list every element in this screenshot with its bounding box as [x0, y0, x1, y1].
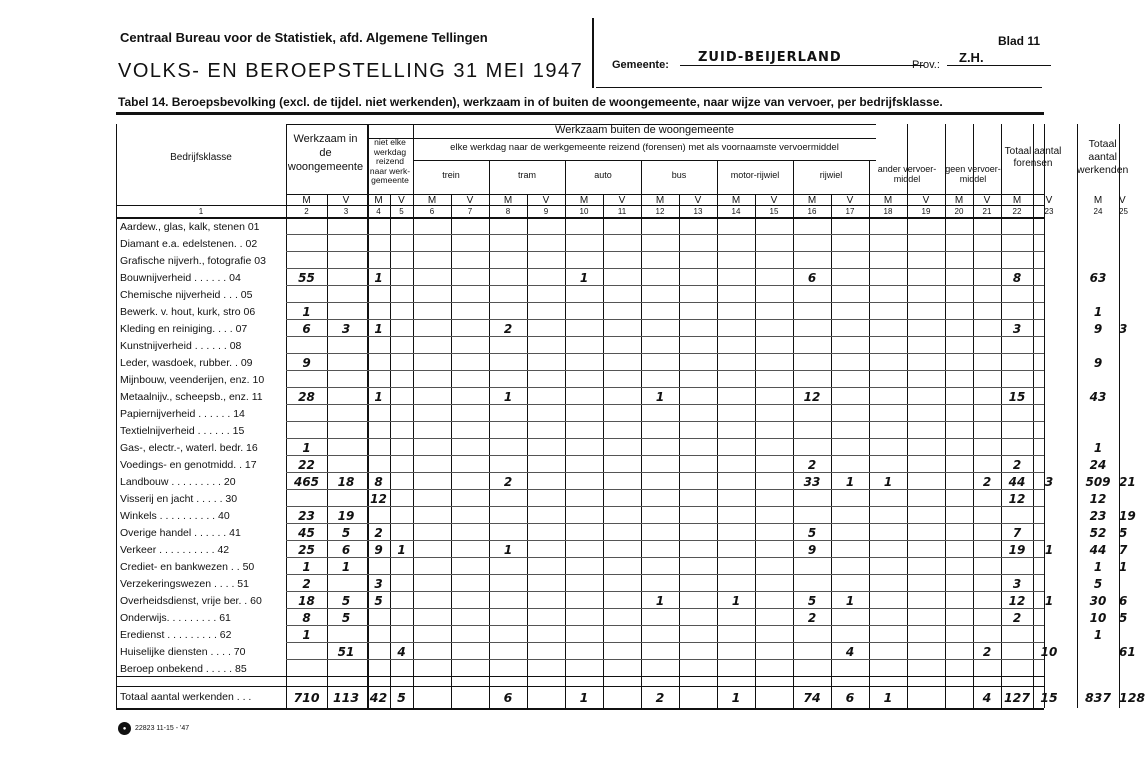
row-label: Gas-, electr.-, waterl. bedr. 16	[120, 442, 258, 454]
handwritten-value: 6	[341, 543, 351, 557]
col-header-elke-werkdag: elke werkdag naar de werkgemeente reizend (forensen) met als voornaamste vervoermiddel	[450, 142, 839, 153]
handwritten-value: 5	[1119, 611, 1128, 625]
total-top-rule	[116, 686, 1044, 687]
total-handwritten-value: 113	[332, 690, 360, 705]
row-rule	[286, 404, 1044, 405]
col-header-totaal-werkenden: Totaal aantal werkenden	[1077, 138, 1129, 176]
total-handwritten-value: 4	[982, 690, 992, 705]
row-label: Mijnbouw, veenderijen, enz. 10	[120, 374, 265, 386]
mode-header-4: motor-rijwiel	[730, 170, 780, 180]
handwritten-value: 12	[803, 390, 821, 404]
handwritten-value: 23	[298, 509, 315, 523]
handwritten-value: 1	[579, 271, 589, 285]
handwritten-value: 2	[1012, 611, 1022, 625]
handwritten-value: 18	[298, 594, 315, 608]
handwritten-value: 9	[374, 543, 383, 557]
handwritten-value: 1	[503, 543, 513, 557]
handwritten-value: 22	[298, 458, 315, 472]
col-header-niet-elke: niet elke werkdag reizend naar werk-gemeente	[369, 137, 411, 185]
row-label: Papiernijverheid . . . . . . 14	[120, 408, 245, 420]
mv-vline	[1119, 194, 1120, 708]
handwritten-value: 7	[1012, 526, 1022, 540]
handwritten-value: 9	[302, 356, 311, 370]
col-number: 10	[579, 207, 589, 216]
col-number: 3	[343, 207, 349, 216]
total-handwritten-value: 74	[803, 690, 821, 705]
handwritten-value: 1	[1119, 560, 1128, 574]
handwritten-value: 19	[337, 509, 355, 523]
mode-header-6: ander vervoer-middel	[877, 164, 937, 184]
print-footer	[118, 722, 189, 735]
row-rule	[286, 574, 1044, 575]
province-label: Prov.:	[912, 59, 940, 71]
handwritten-value: 1	[845, 475, 855, 489]
total-handwritten-value: 15	[1040, 690, 1058, 705]
handwritten-value: 44	[1008, 475, 1026, 489]
grid-vline	[755, 194, 756, 708]
handwritten-value: 52	[1089, 526, 1107, 540]
col-number: 13	[693, 207, 703, 216]
grid-vline	[527, 194, 528, 708]
col-number: 8	[505, 207, 511, 216]
handwritten-value: 1	[655, 594, 665, 608]
handwritten-value: 6	[807, 271, 817, 285]
mv-letter: M	[374, 195, 383, 206]
total-handwritten-value: 6	[845, 690, 855, 705]
mv-letter: M	[302, 195, 311, 206]
col-header-bedrijfsklasse: Bedrijfsklasse	[170, 152, 232, 163]
mode-header-0: trein	[442, 170, 460, 180]
handwritten-value: 18	[337, 475, 355, 489]
row-label: Verzekeringswezen . . . . 51	[120, 578, 249, 590]
handwritten-value: 3	[1119, 322, 1128, 336]
row-rule	[286, 268, 1044, 269]
row-rule	[286, 251, 1044, 252]
handwritten-value: 33	[803, 475, 821, 489]
mv-letter: V	[846, 195, 854, 206]
handwritten-value: 2	[1012, 458, 1022, 472]
row-rule	[286, 438, 1044, 439]
mv-letter: V	[342, 195, 350, 206]
gemeente-label: Gemeente:	[612, 59, 669, 71]
col-header-buiten: Werkzaam buiten de woongemeente	[555, 124, 734, 136]
row-label: Visserij en jacht . . . . . 30	[120, 493, 238, 505]
row-label: Diamant e.a. edelstenen. . 02	[120, 238, 258, 250]
buiten-header-rule	[367, 138, 876, 139]
row-rule	[286, 608, 1044, 609]
row-label: Overige handel . . . . . . 41	[120, 527, 241, 539]
handwritten-value: 1	[302, 560, 311, 574]
census-table	[116, 124, 1145, 714]
row-label: Textielnijverheid . . . . . . 15	[120, 425, 245, 437]
col-number: 25	[1119, 207, 1128, 216]
handwritten-value: 8	[374, 475, 383, 489]
handwritten-value: 1	[341, 560, 351, 574]
handwritten-value: 9	[1093, 356, 1103, 370]
col-number: 4	[376, 207, 381, 216]
handwritten-value: 24	[1089, 458, 1107, 472]
col-number: 1	[198, 207, 204, 216]
row-rule	[286, 659, 1044, 660]
row-rule	[286, 387, 1044, 388]
handwritten-value: 1	[731, 594, 741, 608]
body-bottom-rule	[116, 676, 1044, 677]
handwritten-value: 509	[1085, 475, 1111, 489]
col-header-werkzaam-in: Werkzaam in de woongemeente	[287, 133, 364, 173]
handwritten-value: 2	[302, 577, 311, 591]
province-value: Z.H.	[947, 50, 1051, 66]
row-rule	[286, 302, 1044, 303]
row-rule	[286, 506, 1044, 507]
handwritten-value: 28	[298, 390, 315, 404]
total-handwritten-value: 5	[397, 690, 406, 705]
col-number: 16	[807, 207, 817, 216]
row-label: Huiselijke diensten . . . . 70	[120, 646, 246, 658]
total-handwritten-value: 128	[1119, 690, 1145, 705]
caption-rule	[116, 112, 1044, 115]
grid-vline	[603, 194, 604, 708]
handwritten-value: 2	[982, 475, 992, 489]
handwritten-value: 6	[1119, 594, 1128, 608]
handwritten-value: 2	[374, 526, 383, 540]
form-title: VOLKS- EN BEROEPSTELLING 31 MEI 1947	[118, 60, 584, 82]
handwritten-value: 465	[293, 475, 320, 489]
mv-letter: M	[1093, 195, 1103, 206]
mode-header-rule	[413, 160, 876, 161]
col-number: 18	[883, 207, 893, 216]
handwritten-value: 1	[1093, 305, 1103, 319]
row-rule	[286, 353, 1044, 354]
col-number: 24	[1093, 207, 1103, 216]
col-number: 17	[845, 207, 855, 216]
row-label: Bewerk. v. hout, kurk, stro 06	[120, 306, 256, 318]
row-rule	[286, 557, 1044, 558]
handwritten-value: 1	[374, 390, 383, 404]
total-handwritten-value: 127	[1003, 690, 1031, 705]
handwritten-value: 3	[1012, 322, 1022, 336]
mv-letter: M	[807, 195, 817, 206]
mv-vline	[327, 194, 328, 708]
table-caption: Tabel 14. Beroepsbevolking (excl. de tijdel. niet werkenden), werkzaam in of buiten de woongemeente, naar wijze van vervoer, per bedrijfsklasse.	[118, 95, 943, 109]
handwritten-value: 30	[1089, 594, 1107, 608]
handwritten-value: 1	[374, 271, 383, 285]
row-rule	[286, 625, 1044, 626]
mode-header-5: rijwiel	[819, 170, 843, 180]
handwritten-value: 5	[341, 611, 351, 625]
handwritten-value: 10	[1040, 645, 1058, 659]
col-number: 6	[429, 207, 435, 216]
handwritten-value: 21	[1119, 475, 1136, 489]
row-label: Bouwnijverheid . . . . . . 04	[120, 272, 241, 284]
mv-letter: V	[983, 195, 991, 206]
mv-letter: V	[398, 195, 405, 206]
sheet-number: Blad 11	[998, 34, 1041, 48]
handwritten-value: 43	[1089, 390, 1107, 404]
mv-vline	[1033, 194, 1034, 708]
handwritten-value: 2	[807, 611, 817, 625]
row-rule	[286, 285, 1044, 286]
grid-vline	[679, 194, 680, 708]
handwritten-value: 12	[1008, 594, 1026, 608]
col-number: 9	[543, 207, 549, 216]
row-label: Landbouw . . . . . . . . . 20	[120, 476, 236, 488]
handwritten-value: 15	[1008, 390, 1026, 404]
mode-header-2: auto	[594, 170, 612, 180]
row-label: Kleding en reiniging. . . . 07	[120, 323, 248, 335]
total-bottom-rule	[116, 708, 1044, 710]
handwritten-value: 1	[1093, 441, 1103, 455]
handwritten-value: 1	[1044, 594, 1054, 608]
row-label: Kunstnijverheid . . . . . . 08	[120, 340, 242, 352]
mode-header-7: geen vervoer-middel	[945, 164, 1001, 184]
header-divider	[592, 18, 594, 88]
col-number: 19	[921, 207, 931, 216]
handwritten-value: 1	[503, 390, 513, 404]
grid-vline	[451, 194, 452, 708]
row-label: Metaalnijv., scheepsb., enz. 11	[120, 391, 263, 403]
handwritten-value: 2	[982, 645, 992, 659]
handwritten-value: 1	[1093, 628, 1103, 642]
row-label: Overheidsdienst, vrije ber. . 60	[120, 595, 262, 607]
row-rule	[286, 455, 1044, 456]
handwritten-value: 2	[503, 475, 513, 489]
row-label: Aardew., glas, kalk, stenen 01	[120, 221, 260, 233]
mv-letter: M	[427, 195, 437, 206]
row-label: Grafische nijverh., fotografie 03	[120, 255, 266, 267]
handwritten-value: 12	[370, 492, 387, 506]
handwritten-value: 1	[374, 322, 383, 336]
handwritten-value: 5	[1093, 577, 1103, 591]
row-rule	[286, 336, 1044, 337]
handwritten-value: 1	[655, 390, 665, 404]
col-number: 21	[982, 207, 992, 216]
handwritten-value: 3	[1044, 475, 1054, 489]
row-label: Eredienst . . . . . . . . . 62	[120, 629, 232, 641]
handwritten-value: 51	[337, 645, 355, 659]
mv-letter: V	[1119, 195, 1126, 206]
mv-letter: V	[618, 195, 626, 206]
row-rule	[286, 472, 1044, 473]
mv-letter: V	[542, 195, 550, 206]
handwritten-value: 3	[374, 577, 383, 591]
handwritten-value: 5	[1119, 526, 1128, 540]
total-handwritten-value: 2	[655, 690, 665, 705]
handwritten-value: 63	[1089, 271, 1107, 285]
mv-letter: M	[1012, 195, 1022, 206]
mv-letter: M	[954, 195, 964, 206]
handwritten-value: 2	[503, 322, 513, 336]
handwritten-value: 45	[298, 526, 315, 540]
row-label: Beroep onbekend . . . . . 85	[120, 663, 247, 675]
total-handwritten-value: 42	[369, 690, 388, 705]
cbs-stamp-icon: ●	[118, 722, 131, 735]
row-rule	[286, 591, 1044, 592]
row-label: Chemische nijverheid . . . 05	[120, 289, 253, 301]
col-number: 22	[1012, 207, 1022, 216]
handwritten-value: 12	[1089, 492, 1107, 506]
handwritten-value: 25	[298, 543, 315, 557]
handwritten-value: 8	[302, 611, 311, 625]
handwritten-value: 23	[1089, 509, 1107, 523]
col-number: 5	[399, 207, 404, 216]
row-rule	[286, 642, 1044, 643]
handwritten-value: 44	[1089, 543, 1107, 557]
col-number: 7	[467, 207, 473, 216]
handwritten-value: 1	[845, 594, 855, 608]
mv-letter: V	[922, 195, 930, 206]
col-number: 2	[304, 207, 309, 216]
handwritten-value: 1	[1093, 560, 1103, 574]
row-label: Voedings- en genotmidd. . 17	[120, 459, 257, 471]
row-rule	[286, 370, 1044, 371]
col-number: 15	[769, 207, 779, 216]
row-label: Winkels . . . . . . . . . . 40	[120, 510, 230, 522]
mv-letter: M	[883, 195, 893, 206]
print-code: 22823 11-15 - '47	[135, 725, 190, 732]
handwritten-value: 4	[845, 645, 855, 659]
handwritten-value: 9	[1093, 322, 1103, 336]
handwritten-value: 1	[302, 628, 311, 642]
handwritten-value: 7	[1119, 543, 1128, 557]
handwritten-value: 61	[1119, 645, 1136, 659]
col-number: 11	[617, 207, 627, 216]
handwritten-value: 5	[374, 594, 383, 608]
handwritten-value: 6	[302, 322, 311, 336]
mv-letter: M	[655, 195, 665, 206]
row-label: Leder, wasdoek, rubber. . 09	[120, 357, 253, 369]
handwritten-value: 1	[397, 543, 406, 557]
row-label: Verkeer . . . . . . . . . . 42	[120, 544, 230, 556]
body-top-rule	[116, 217, 1044, 219]
handwritten-value: 9	[807, 543, 817, 557]
handwritten-value: 8	[1012, 271, 1022, 285]
total-handwritten-value: 837	[1084, 690, 1112, 705]
handwritten-value: 2	[807, 458, 817, 472]
col-number: 20	[954, 207, 964, 216]
handwritten-value: 10	[1089, 611, 1107, 625]
mv-letter: M	[503, 195, 513, 206]
row-rule	[286, 523, 1044, 524]
row-rule	[286, 421, 1044, 422]
col-number: 14	[731, 207, 741, 216]
col-number: 23	[1044, 207, 1054, 216]
mv-letter: M	[579, 195, 589, 206]
grid-vline	[831, 194, 832, 708]
mv-vline	[390, 194, 391, 708]
total-handwritten-value: 1	[883, 690, 893, 705]
handwritten-value: 5	[807, 594, 817, 608]
col-header-totaal-forensen: Totaal aantal forensen	[1004, 146, 1062, 169]
mv-letter: V	[466, 195, 474, 206]
row-rule	[286, 319, 1044, 320]
total-handwritten-value: 1	[579, 690, 589, 705]
handwritten-value: 55	[298, 271, 315, 285]
header-rule	[596, 87, 1042, 88]
gemeente-value: ZUID-BEIJERLAND	[680, 50, 924, 66]
col-number: 12	[655, 207, 665, 216]
row-rule	[286, 540, 1044, 541]
row-rule	[286, 489, 1044, 490]
mv-letter: V	[770, 195, 778, 206]
handwritten-value: 12	[1008, 492, 1026, 506]
total-handwritten-value: 710	[293, 690, 320, 705]
mv-letter: V	[694, 195, 702, 206]
mv-letter: M	[731, 195, 741, 206]
row-rule	[286, 234, 1044, 235]
handwritten-value: 1	[302, 441, 311, 455]
total-handwritten-value: 1	[731, 690, 741, 705]
mv-letter: V	[1045, 195, 1053, 206]
handwritten-value: 4	[397, 645, 406, 659]
handwritten-value: 5	[341, 526, 351, 540]
handwritten-value: 3	[1012, 577, 1022, 591]
row-label: Crediet- en bankwezen . . 50	[120, 561, 255, 573]
handwritten-value: 5	[341, 594, 351, 608]
handwritten-value: 19	[1119, 509, 1136, 523]
handwritten-value: 3	[341, 322, 351, 336]
mode-header-1: tram	[518, 170, 536, 180]
handwritten-value: 1	[883, 475, 893, 489]
handwritten-value: 19	[1008, 543, 1026, 557]
organization-name: Centraal Bureau voor de Statistiek, afd. Algemene Tellingen	[120, 30, 488, 45]
handwritten-value: 1	[1044, 543, 1054, 557]
total-row-label: Totaal aantal werkenden . . .	[120, 691, 252, 703]
total-handwritten-value: 6	[503, 690, 513, 705]
handwritten-value: 5	[807, 526, 817, 540]
mode-header-3: bus	[671, 170, 687, 180]
handwritten-value: 1	[302, 305, 311, 319]
row-label: Onderwijs. . . . . . . . . 61	[120, 612, 231, 624]
